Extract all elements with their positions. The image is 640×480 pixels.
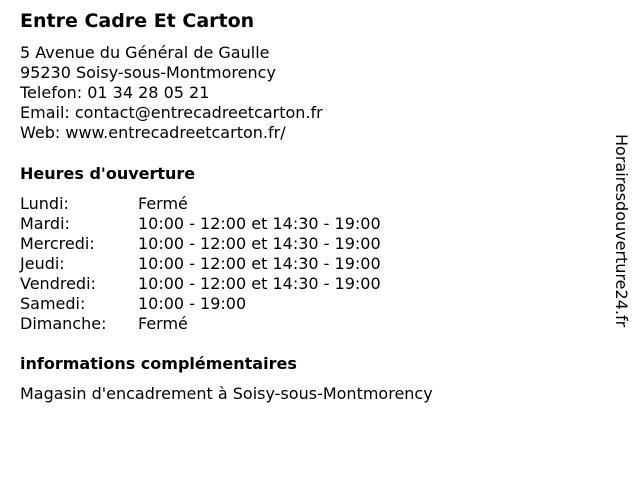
day-label: Vendredi: bbox=[20, 274, 96, 293]
hours-row-tuesday bbox=[20, 214, 381, 234]
hours-row-monday bbox=[20, 194, 381, 214]
opening-hours-heading: Heures d'ouverture bbox=[20, 164, 196, 183]
hours-row-thursday bbox=[20, 254, 381, 274]
time-value: Fermé bbox=[138, 194, 188, 213]
hours-row-friday bbox=[20, 274, 381, 294]
day-label: Mardi: bbox=[20, 214, 70, 233]
day-label: Lundi: bbox=[20, 194, 69, 213]
address-street: 5 Avenue du Général de Gaulle bbox=[20, 43, 270, 62]
day-label: Samedi: bbox=[20, 294, 86, 313]
hours-row-wednesday bbox=[20, 234, 381, 254]
day-label: Jeudi: bbox=[20, 254, 65, 273]
day-label: Mercredi: bbox=[20, 234, 95, 253]
time-value: 10:00 - 12:00 et 14:30 - 19:00 bbox=[138, 234, 381, 253]
site-watermark: Horairesdouverture24.fr bbox=[612, 134, 631, 328]
time-value: 10:00 - 12:00 et 14:30 - 19:00 bbox=[138, 254, 381, 273]
time-value: 10:00 - 12:00 et 14:30 - 19:00 bbox=[138, 274, 381, 293]
contact-block bbox=[20, 43, 323, 143]
day-label: Dimanche: bbox=[20, 314, 107, 333]
business-name: Entre Cadre Et Carton bbox=[20, 10, 255, 32]
hours-row-sunday bbox=[20, 314, 381, 334]
website-address: Web: www.entrecadreetcarton.fr/ bbox=[20, 123, 286, 142]
address-city: 95230 Soisy-sous-Montmorency bbox=[20, 63, 276, 82]
phone-number: Telefon: 01 34 28 05 21 bbox=[20, 83, 210, 102]
opening-hours-list bbox=[20, 194, 381, 334]
additional-info-text: Magasin d'encadrement à Soisy-sous-Montmorency bbox=[20, 384, 433, 403]
email-address: Email: contact@entrecadreetcarton.fr bbox=[20, 103, 323, 122]
hours-row-saturday bbox=[20, 294, 381, 314]
time-value: 10:00 - 19:00 bbox=[138, 294, 247, 313]
additional-info-heading: informations complémentaires bbox=[20, 354, 297, 373]
time-value: 10:00 - 12:00 et 14:30 - 19:00 bbox=[138, 214, 381, 233]
time-value: Fermé bbox=[138, 314, 188, 333]
